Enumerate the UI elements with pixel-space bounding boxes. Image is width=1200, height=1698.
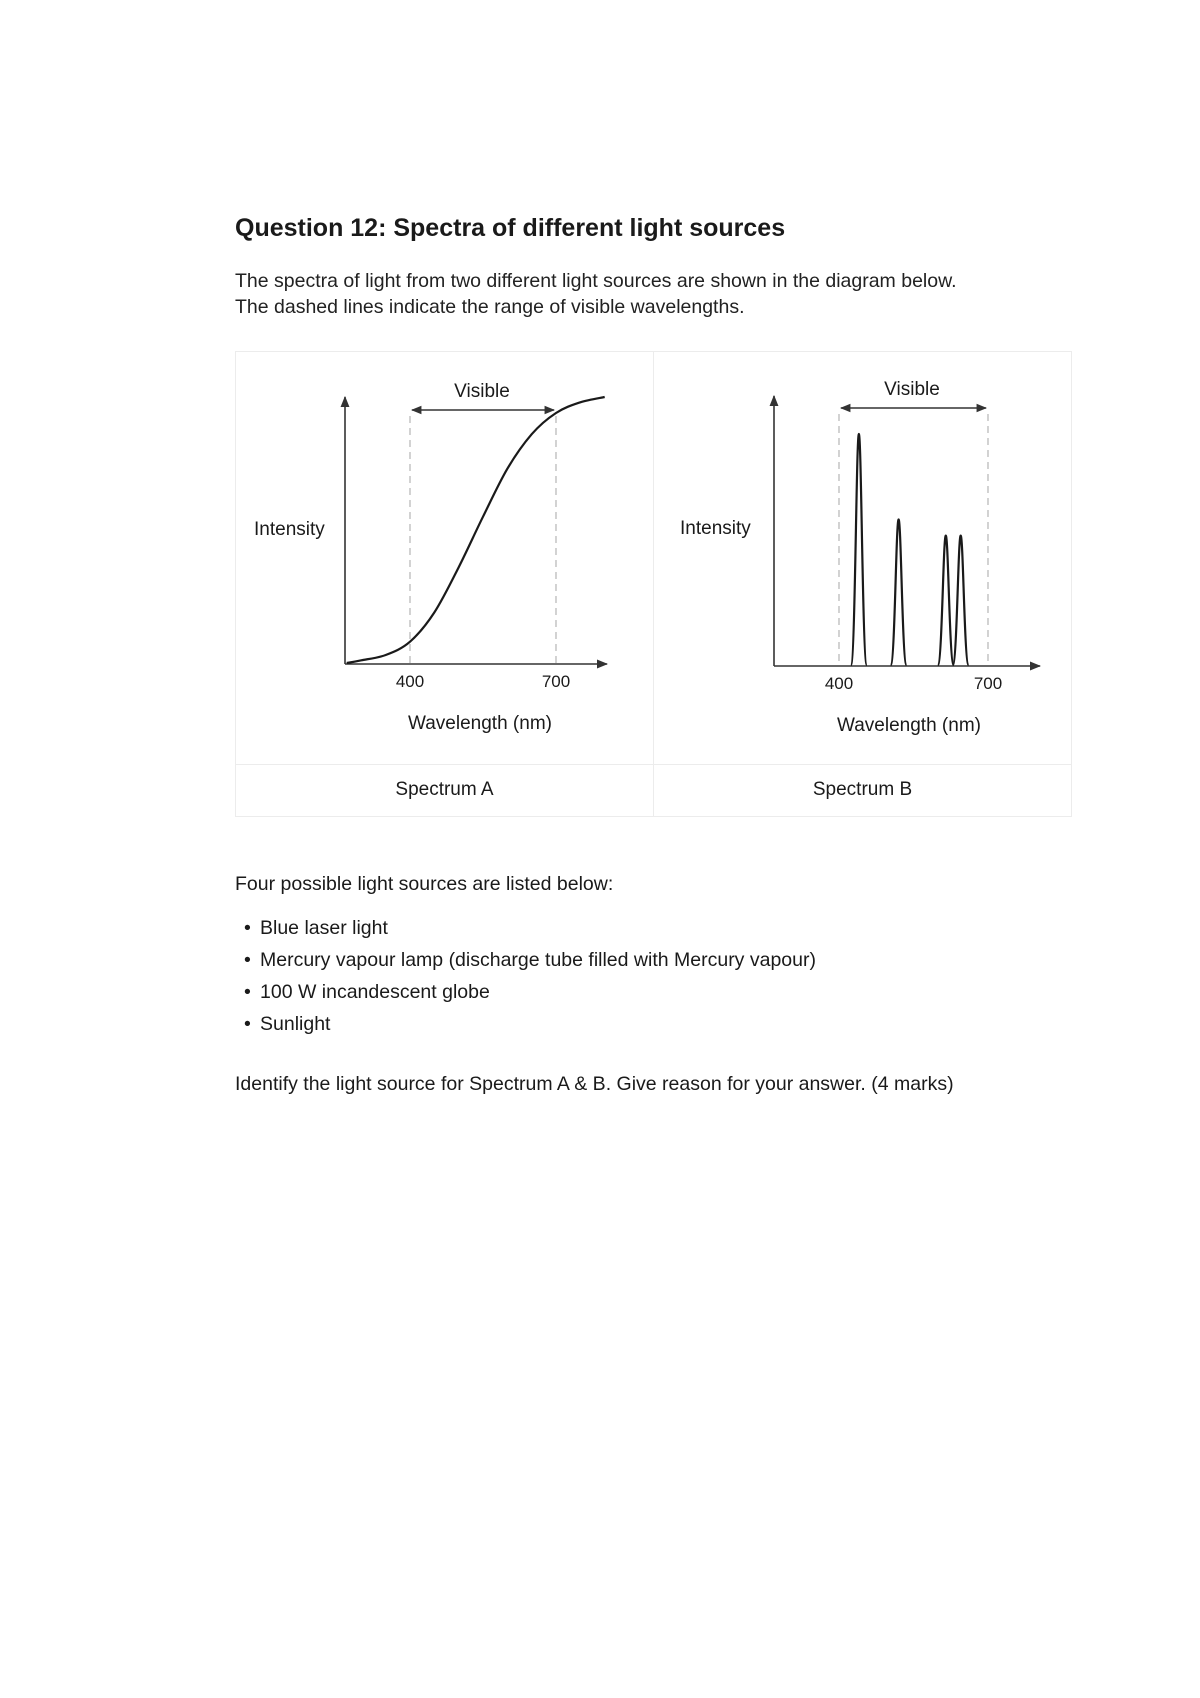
question-intro [235,268,957,320]
spectrum-b-tick-400: 400 [824,674,854,693]
task-instruction: Identify the light source for Spectrum A & B. Give reason for your answer. (4 marks) [235,1073,954,1095]
spectrum-a-y-label: Intensity [254,519,325,540]
intro-line-1: The spectra of light from two different light sources are shown in the diagram below. [235,270,957,292]
sources-intro: Four possible light sources are listed below: [235,873,614,895]
bullet-icon: • [244,917,251,939]
spectrum-a-tick-700: 700 [541,672,571,691]
spectra-figure-table [235,351,1072,817]
spectrum-b-chart [654,352,1071,764]
list-item [235,944,816,976]
light-source-list [235,912,816,1040]
spectrum-a-tick-400: 400 [395,672,425,691]
source-mercury-lamp: Mercury vapour lamp (discharge tube filled with Mercury vapour) [260,949,816,971]
spectrum-a-curve [347,397,605,663]
spectrum-b-panel [654,352,1071,764]
bullet-icon: • [244,981,251,1003]
spectrum-b-caption: Spectrum B [812,779,913,800]
question-title: Question 12: Spectra of different light sources [235,214,786,242]
spectrum-a-caption: Spectrum A [395,779,494,800]
spectrum-b-visible-label: Visible [884,379,940,400]
intro-line-2: The dashed lines indicate the range of visible wavelengths. [235,296,745,318]
spectrum-a-x-label: Wavelength (nm) [408,713,552,734]
bullet-icon: • [244,1013,251,1035]
bullet-icon: • [244,949,251,971]
list-item [235,976,816,1008]
spectrum-b-peak-4 [953,536,969,665]
spectrum-b-y-label: Intensity [680,518,751,539]
source-incandescent-globe: 100 W incandescent globe [260,981,490,1003]
spectrum-a-panel [236,352,653,764]
spectrum-b-peak-1 [851,434,867,665]
spectrum-b-peak-2 [891,519,907,665]
source-blue-laser: Blue laser light [260,917,388,939]
spectrum-b-peaks [851,434,969,665]
list-item [235,1008,816,1040]
spectrum-a-chart [236,352,653,764]
spectrum-a-visible-label: Visible [454,381,510,402]
spectrum-b-x-label: Wavelength (nm) [837,715,981,736]
source-sunlight: Sunlight [260,1013,331,1035]
list-item [235,912,816,944]
spectrum-b-tick-700: 700 [973,674,1003,693]
spectrum-b-peak-3 [938,536,954,665]
